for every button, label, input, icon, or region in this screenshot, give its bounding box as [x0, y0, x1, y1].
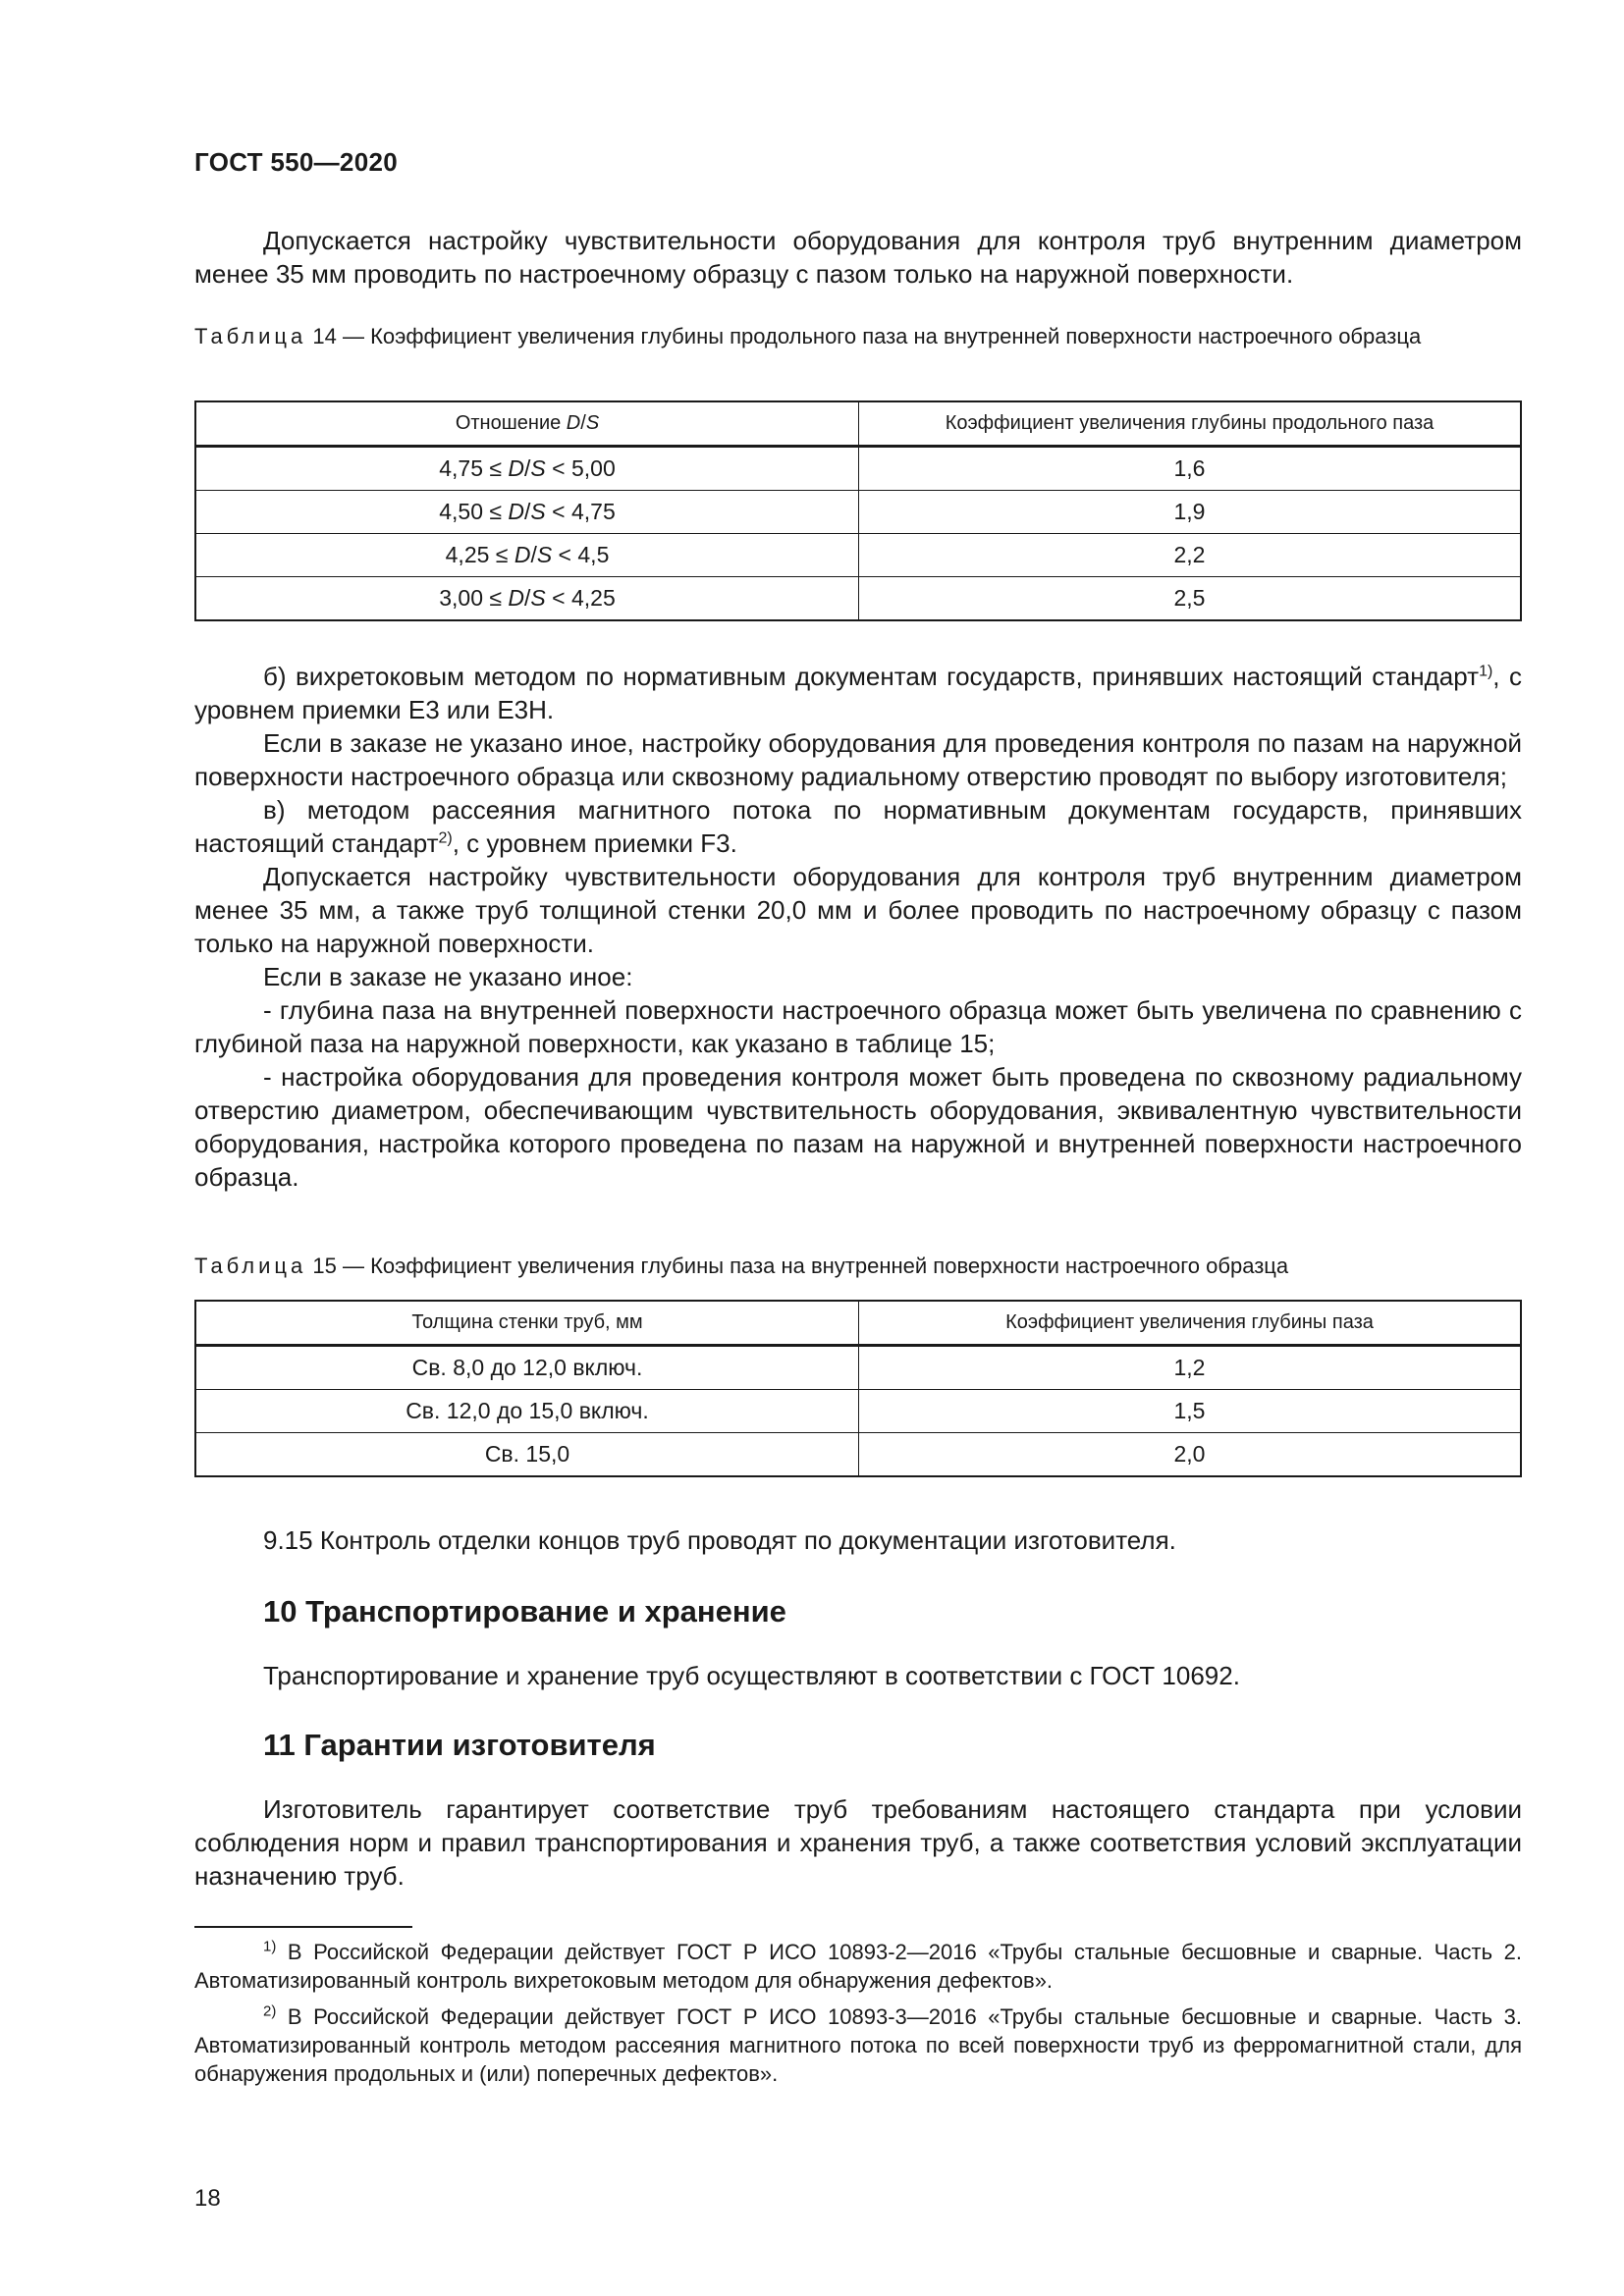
paragraph-b: б) вихретоковым методом по нормативным документам государств, принявших настоящий стандарт$^{1)}$, с уровнем приемки Е3 или Е3Н.: [194, 662, 1522, 724]
footnote-divider: [194, 1926, 412, 1928]
table-row: [195, 577, 1521, 621]
paragraph-9-15: 9.15 Контроль отделки концов труб проводят по документации изготовителя.: [263, 1525, 1176, 1555]
table14-cell-ratio: 4,50 ≤ D/S < 4,75: [195, 491, 859, 534]
document-page: [194, 0, 1522, 2296]
footnote-ref-2[interactable]: 2): [438, 829, 453, 847]
paragraph-v: в) методом рассеяния магнитного потока по нормативным документам государств, принявших настоящий стандарт$^{2)}$, с уровнем приемки F3.: [194, 795, 1522, 858]
table14-header-coefficient: Коэффициент увеличения глубины продольного паза: [859, 401, 1522, 447]
table15-label: Таблица: [194, 1254, 307, 1278]
paragraph-dash-2: - настройка оборудования для проведения контроля может быть проведена по сквозному радиальному отверстию диаметром, обеспечивающим чувствительность оборудования, эквивалентную чувствительности оборудования, настройка которого проведена по пазам на наружной и внутренней поверхности настроечного образца.: [194, 1062, 1522, 1192]
table14-header-row: [195, 401, 1521, 447]
footnote-ref-1[interactable]: 1): [1479, 663, 1493, 680]
table15-cell-thickness: Св. 15,0: [195, 1433, 859, 1477]
footnote-1: $^{1)}$ В Российской Федерации действует ГОСТ Р ИСО 10893-2—2016 «Трубы стальные бесшовные и сварные. Часть 2. Автоматизированный контроль вихретоковым методом для обнаружения дефектов».: [194, 1938, 1522, 1993]
table15-cell-coef: 2,0: [859, 1433, 1522, 1477]
table14-cell-ratio: 3,00 ≤ D/S < 4,25: [195, 577, 859, 621]
table15-cell-thickness: Св. 8,0 до 12,0 включ.: [195, 1346, 859, 1390]
table14-cell-coef: 2,5: [859, 577, 1522, 621]
table-row: [195, 1390, 1521, 1433]
table15-cell-thickness: Св. 12,0 до 15,0 включ.: [195, 1390, 859, 1433]
table14-label: Таблица: [194, 324, 307, 348]
table-15: [194, 1300, 1522, 1477]
section-11-text: Изготовитель гарантирует соответствие труб требованиям настоящего стандарта при условии соблюдения норм и правил транспортирования и хранения труб, а также соответствия условий эксплуатации назначению труб.: [194, 1794, 1522, 1891]
table15-header-row: [195, 1301, 1521, 1346]
footnote-mark-1: 1): [263, 1938, 277, 1955]
table15-cell-coef: 1,2: [859, 1346, 1522, 1390]
section-10-text: Транспортирование и хранение труб осуществляют в соответствии с ГОСТ 10692.: [263, 1661, 1240, 1690]
paragraph-dash-1: - глубина паза на внутренней поверхности настроечного образца может быть увеличена по сравнению с глубиной паза на наружной поверхности, как указано в таблице 15;: [194, 995, 1522, 1058]
intro-paragraph: Допускается настройку чувствительности оборудования для контроля труб внутренним диаметром менее 35 мм проводить по настроечному образцу с пазом только на наружной поверхности.: [194, 226, 1522, 289]
table14-caption: [194, 322, 1522, 350]
section-11-heading: 11 Гарантии изготовителя: [263, 1728, 656, 1762]
table-row: [195, 1346, 1521, 1390]
table14-cell-coef: 2,2: [859, 534, 1522, 577]
document-header: ГОСТ 550—2020: [194, 147, 398, 177]
table15-caption: [194, 1252, 1522, 1280]
section-10-heading: 10 Транспортирование и хранение: [263, 1594, 786, 1629]
table14-cell-coef: 1,6: [859, 447, 1522, 491]
table14-caption-text: 14 — Коэффициент увеличения глубины продольного паза на внутренней поверхности настроечного образца: [312, 324, 1422, 348]
body-text: [194, 660, 1522, 1194]
table14-cell-ratio: 4,75 ≤ D/S < 5,00: [195, 447, 859, 491]
footnote-2: $^{2)}$ В Российской Федерации действует ГОСТ Р ИСО 10893-3—2016 «Трубы стальные бесшовные и сварные. Часть 3. Автоматизированный контроль методом рассеяния магнитного потока по всей поверхности труб из ферромагнитной стали, для обнаружения продольных и (или) поперечных дефектов».: [194, 2002, 1522, 2086]
table15-caption-text: 15 — Коэффициент увеличения глубины паза на внутренней поверхности настроечного образца: [312, 1254, 1289, 1278]
table-row: [195, 447, 1521, 491]
paragraph-if-2: Если в заказе не указано иное:: [263, 962, 633, 991]
table-row: [195, 491, 1521, 534]
paragraph-if-1: Если в заказе не указано иное, настройку оборудования для проведения контроля по пазам на наружной поверхности настроечного образца или сквозному радиальному отверстию проводят по выбору изготовителя;: [194, 728, 1522, 791]
footnote-mark-2: 2): [263, 2002, 277, 2020]
table14-cell-coef: 1,9: [859, 491, 1522, 534]
footnotes: [194, 1926, 1522, 2088]
page-number: 18: [194, 2185, 221, 2212]
table-row: [195, 534, 1521, 577]
table-14: [194, 400, 1522, 621]
table15-header-coefficient: Коэффициент увеличения глубины паза: [859, 1301, 1522, 1346]
table15-cell-coef: 1,5: [859, 1390, 1522, 1433]
table-row: [195, 1433, 1521, 1477]
table14-header-ratio: Отношение D/S: [195, 401, 859, 447]
table15-header-thickness: Толщина стенки труб, мм: [195, 1301, 859, 1346]
paragraph-allow-2: Допускается настройку чувствительности оборудования для контроля труб внутренним диаметром менее 35 мм, а также труб толщиной стенки 20,0 мм и более проводить по настроечному образцу с пазом только на наружной поверхности.: [194, 862, 1522, 958]
table14-cell-ratio: 4,25 ≤ D/S < 4,5: [195, 534, 859, 577]
